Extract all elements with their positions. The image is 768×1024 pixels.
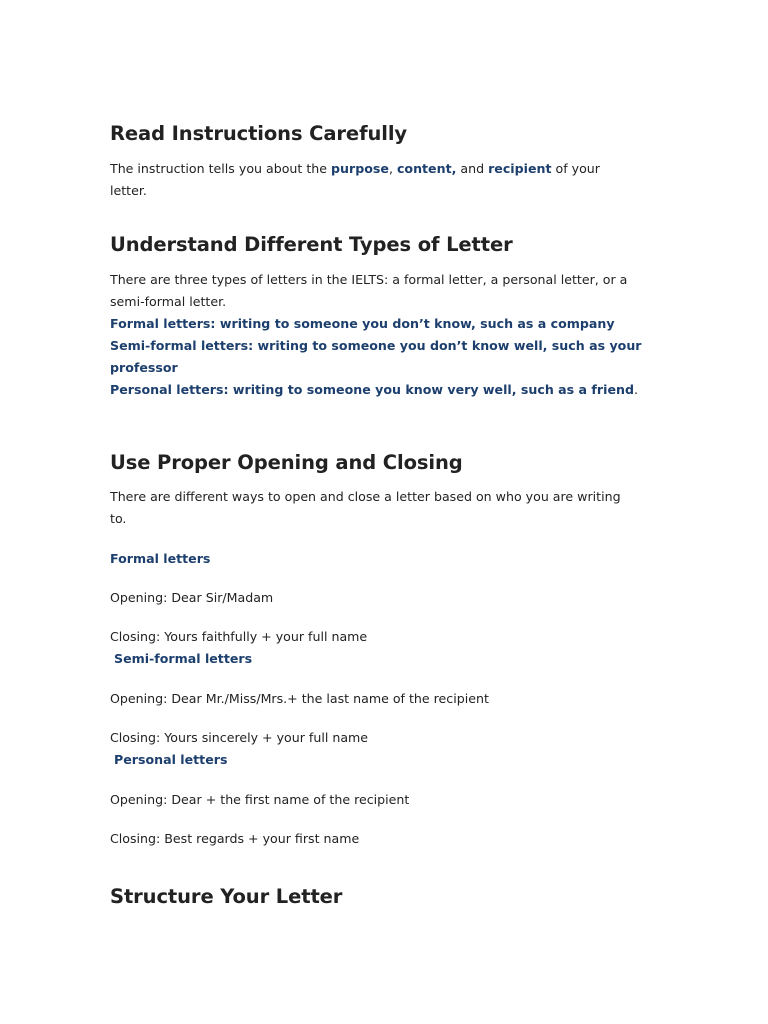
semi-formal-letters-description-line-1: Semi-formal letters: writing to someone you don’t know well, such as your <box>110 338 642 353</box>
semi-formal-opening: Opening: Dear Mr./Miss/Mrs.+ the last name of the recipient <box>110 691 489 706</box>
semi-formal-letters-description-line-2: professor <box>110 360 178 375</box>
formal-letters-subheading: Formal letters <box>110 551 211 566</box>
read-text-before: The instruction tells you about the <box>110 161 332 176</box>
read-text-after: of your <box>551 161 600 176</box>
keyword-recipient: recipient <box>488 161 552 176</box>
semi-formal-closing: Closing: Yours sincerely + your full name <box>110 730 369 745</box>
read-and: and <box>456 161 489 176</box>
formal-closing: Closing: Yours faithfully + your full name <box>110 629 368 644</box>
opening-intro-line-2: to. <box>110 511 127 526</box>
keyword-content: content, <box>396 161 457 176</box>
heading-opening-closing: Use Proper Opening and Closing <box>110 451 463 474</box>
formal-letters-description: Formal letters: writing to someone you don’t know, such as a company <box>110 316 615 331</box>
personal-letters-text: Personal letters: writing to someone you know very well, such as a friend <box>110 382 634 397</box>
heading-letter-types: Understand Different Types of Letter <box>110 233 513 256</box>
read-paragraph-line-2: letter. <box>110 183 147 198</box>
personal-letters-subheading: Personal letters <box>114 752 228 767</box>
formal-opening: Opening: Dear Sir/Madam <box>110 590 274 605</box>
personal-letters-period: . <box>633 382 638 397</box>
read-comma: , <box>388 161 397 176</box>
personal-closing: Closing: Best regards + your first name <box>110 831 360 846</box>
heading-read-instructions: Read Instructions Carefully <box>110 122 408 145</box>
heading-structure-letter: Structure Your Letter <box>110 885 343 908</box>
read-paragraph-line-1 <box>110 158 600 180</box>
types-intro-line-1: There are three types of letters in the IELTS: a formal letter, a personal letter, or a <box>110 272 628 287</box>
personal-letters-description <box>110 379 638 401</box>
types-intro-line-2: semi-formal letter. <box>110 294 227 309</box>
keyword-purpose: purpose <box>331 161 389 176</box>
personal-opening: Opening: Dear + the first name of the recipient <box>110 792 410 807</box>
semi-formal-letters-subheading: Semi-formal letters <box>114 651 253 666</box>
opening-intro-line-1: There are different ways to open and close a letter based on who you are writing <box>110 489 621 504</box>
